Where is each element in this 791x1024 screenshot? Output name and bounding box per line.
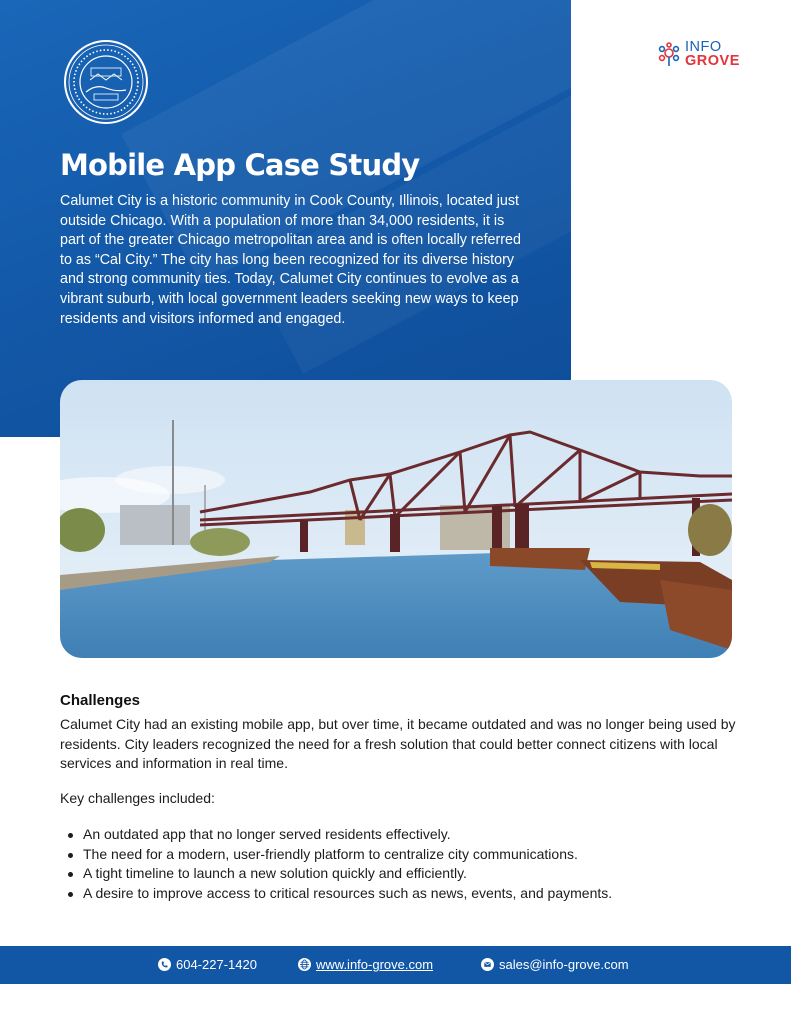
footer-email[interactable]	[481, 957, 629, 972]
tree-logo-icon	[657, 42, 681, 68]
phone-icon	[158, 958, 171, 971]
footer-bar	[0, 946, 791, 984]
info-grove-logo	[657, 40, 757, 70]
key-challenges-label: Key challenges included:	[60, 789, 215, 806]
phone-number: 604-227-1420	[176, 957, 257, 972]
challenges-section	[60, 692, 750, 903]
logo-line-grove: GROVE	[685, 53, 740, 69]
list-item: The need for a modern, user-friendly platform to centralize city communications.	[83, 845, 750, 865]
challenges-heading: Challenges	[60, 692, 141, 709]
footer-website[interactable]	[298, 957, 433, 972]
challenges-paragraph: Calumet City had an existing mobile app, but over time, it became outdated and was no longer being used by residents. City leaders recognized the need for a fresh solution that could better connect citizens with local services and information in real time.	[60, 716, 736, 771]
list-item: A tight timeline to launch a new solution quickly and efficiently.	[83, 864, 750, 884]
page-title: Mobile App Case Study	[60, 148, 420, 182]
email-icon	[481, 958, 494, 971]
list-item: An outdated app that no longer served residents effectively.	[83, 825, 750, 845]
bridge-photo	[60, 380, 732, 658]
footer-phone[interactable]	[158, 957, 257, 972]
logo-line-info: INFO	[685, 39, 722, 55]
website-link[interactable]: www.info-grove.com	[316, 957, 434, 972]
challenges-list	[60, 825, 750, 903]
list-item: A desire to improve access to critical resources such as news, events, and payments.	[83, 884, 750, 904]
email-address: sales@info-grove.com	[499, 957, 629, 972]
intro-paragraph: Calumet City is a historic community in Cook County, Illinois, located just outside Chicago. With a population of more than 34,000 residents, it is part of the greater Chicago metropolitan area and is often locally referred to as “Cal City.” The city has long been recognized for its diverse history and strong community ties. Today, Calumet City continues to evolve as a vibrant suburb, with local government leaders seeking new ways to keep residents and visitors informed and engaged.	[60, 193, 521, 327]
city-seal-icon	[64, 40, 148, 124]
globe-icon	[298, 958, 311, 971]
